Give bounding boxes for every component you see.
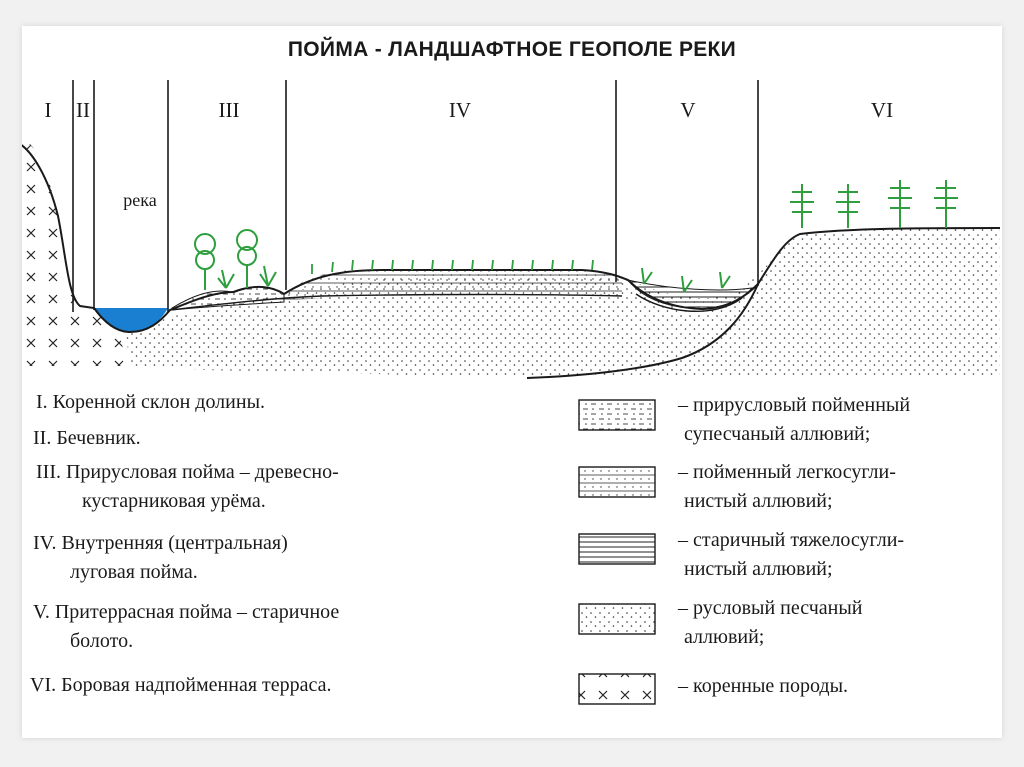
zone-description: VI. Боровая надпойменная терраса. — [30, 674, 332, 696]
zone-label-II: II — [76, 98, 90, 122]
zone-description: II. Бечевник. — [33, 427, 141, 449]
page-title: ПОЙМА - ЛАНДШАФТНОЕ ГЕОПОЛЕ РЕКИ — [287, 38, 737, 61]
zone-label-V: V — [680, 98, 696, 122]
zone-description: I. Коренной склон долины. — [36, 391, 266, 413]
zone-description: III. Прирусловая пойма – древесно- кустарниковая урёма. — [36, 461, 339, 512]
legend-swatch-heavy-loam — [579, 534, 655, 564]
zone-label-III: III — [218, 98, 240, 122]
zone-label-I: I — [44, 98, 52, 122]
zone-description: V. Притеррасная пойма – старичное болото. — [33, 601, 340, 652]
legend-swatch-sandy-loam — [579, 400, 655, 430]
legend-swatch-bedrock — [579, 674, 655, 704]
legend-item-heavy-loam: – старичный тяжелосугли- нистый аллювий; — [678, 529, 905, 580]
legend-swatches — [579, 400, 655, 704]
legend-item-sand: – русловый песчаный аллювий; — [678, 597, 863, 648]
legend-item-bedrock: – коренные породы. — [678, 675, 849, 697]
legend-swatch-sand — [579, 604, 655, 634]
legend-item-sandy-loam: – прирусловый пойменный супесчаный аллювий; — [678, 394, 911, 445]
zone-label-IV: IV — [448, 98, 472, 122]
river-label: река — [123, 190, 157, 210]
bedrock-fill — [22, 144, 126, 366]
conifer-tree-icon — [790, 180, 958, 228]
legend-item-light-loam: – пойменный легкосугли- нистый аллювий; — [678, 461, 896, 512]
zone-label-VI: VI — [870, 98, 894, 122]
deciduous-tree-icon — [195, 230, 257, 290]
legend-swatch-light-loam — [579, 467, 655, 497]
slide — [22, 26, 1002, 738]
zone-description: IV. Внутренняя (центральная) луговая пойма. — [33, 532, 288, 583]
